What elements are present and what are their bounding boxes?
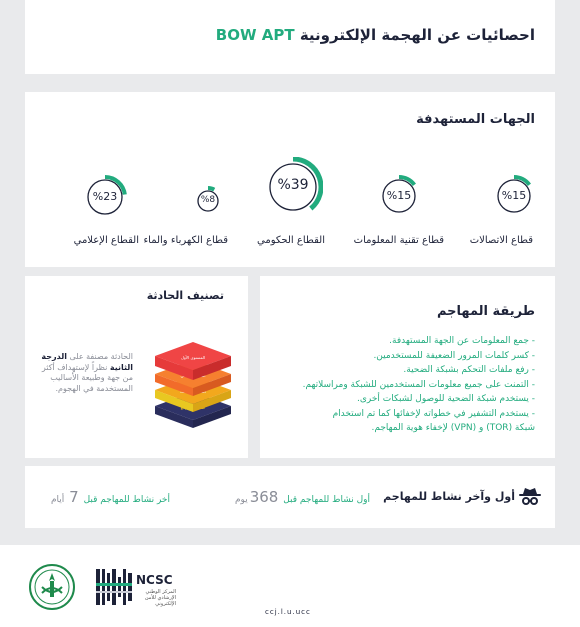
method-item: شبكة (TOR) و (VPN) لإخفاء هوية المهاجم.: [371, 423, 535, 433]
method-item: - التمنت على جميع معلومات المستخدمين للشبكة ومراسلاتهم.: [302, 379, 535, 390]
page-title-accent: BOW APT: [215, 26, 295, 44]
gauge-percent: %23: [92, 190, 118, 203]
method-item: - يستخدم شبكة الضحية للوصول لشبكات أخرى.: [356, 394, 535, 404]
gauge-label-it: قطاع تقنية المعلومات: [353, 235, 444, 246]
header-card: [25, 0, 555, 74]
gauge-government: [263, 157, 323, 217]
classification-title: تصنيف الحادثة: [146, 289, 224, 302]
saudi-emblem-icon: [28, 563, 76, 611]
page-title-text: احصائيات عن الهجمة الإلكترونية: [299, 26, 535, 44]
last-activity-value: 7: [69, 488, 79, 506]
classification-desc-pre: الحادثة مصنفة على: [69, 352, 133, 361]
gauge-percent: %15: [386, 189, 412, 202]
classification-desc-post: نظراً لإستهداف أكثر من جهة وطبيعة الأساليب المستخدمة في الهجوم.: [41, 362, 133, 393]
targets-title: الجهات المستهدفة: [416, 112, 535, 127]
classification-card: [25, 276, 248, 458]
classification-description: [41, 352, 133, 394]
gauge-percent: %39: [277, 177, 309, 193]
page-title: [210, 26, 535, 44]
ncsc-mark-icon: [96, 569, 132, 605]
method-item: - جمع المعلومات عن الجهة المستهدفة.: [389, 336, 535, 346]
gauge-media: [83, 175, 127, 219]
gauge-arc: [208, 188, 214, 190]
severity-label-1: المستوى الأول: [180, 355, 206, 360]
gauge-label-government: القطاع الحكومي: [257, 235, 325, 246]
gauge-it: [378, 175, 420, 217]
method-card: [260, 276, 555, 458]
gauge-percent: %8: [200, 195, 216, 205]
first-activity: [235, 488, 370, 506]
gauge-electricity: [193, 186, 223, 216]
first-activity-label: أول نشاط للمهاجم قبل: [283, 495, 370, 505]
gauge-label-telecom: قطاع الاتصالات: [469, 235, 533, 246]
activity-label: أول وآخر نشاط للمهاجم: [383, 490, 515, 503]
gauge-percent: %15: [501, 189, 527, 202]
spy-icon: [518, 486, 542, 506]
method-item: - كسر كلمات المرور الضعيفة للمستخدمين.: [373, 350, 535, 361]
activity-card: [25, 466, 555, 528]
targets-card: [25, 92, 555, 267]
gauge-label-media: القطاع الإعلامي: [73, 235, 139, 246]
last-activity-label: أخر نشاط للمهاجم قبل: [83, 495, 170, 505]
gauge-arc: [514, 177, 529, 185]
last-activity: [51, 488, 170, 506]
method-list: [265, 334, 535, 436]
method-item: - يستخدم التشفير في خطواته لإخفائها كما تم استخدام: [332, 408, 535, 419]
first-activity-unit: يوم: [234, 495, 248, 505]
footer: [0, 545, 580, 627]
classification-desc-bold: الدرجة الثانية: [41, 352, 133, 372]
ncsc-logo: [96, 569, 176, 609]
ncsc-subtitle: المركز الوطني الإرشادي للأمن الإلكتروني: [144, 589, 176, 607]
footer-small-text: ccj.l.u.ucc: [265, 608, 311, 616]
method-item: - رفع ملفات التحكم بشبكة الضحية.: [403, 365, 535, 375]
ncsc-text: NCSC: [136, 573, 173, 587]
method-title: طريقة المهاجم: [436, 304, 535, 319]
gauge-label-electricity: قطاع الكهرباء والماء: [143, 235, 228, 246]
gauge-telecom: [493, 175, 535, 217]
last-activity-unit: أيام: [50, 495, 65, 505]
severity-stack-icon: [153, 314, 233, 434]
first-activity-value: 368: [249, 488, 279, 506]
gauge-arc: [399, 177, 414, 185]
